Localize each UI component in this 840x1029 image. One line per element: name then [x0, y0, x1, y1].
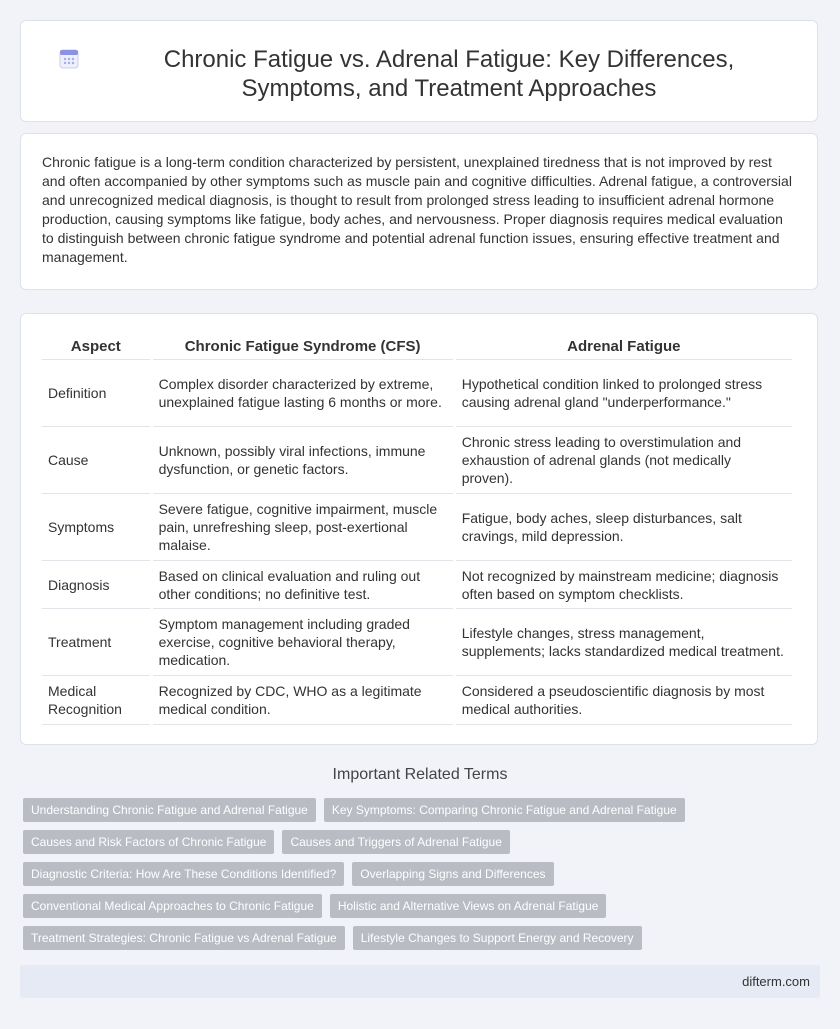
- related-term-tag[interactable]: Treatment Strategies: Chronic Fatigue vs Adrenal Fatigue: [23, 926, 345, 950]
- related-term-tag[interactable]: Conventional Medical Approaches to Chronic Fatigue: [23, 894, 322, 918]
- table-row: [42, 494, 792, 561]
- related-terms-heading: Important Related Terms: [332, 766, 508, 783]
- related-term-tag[interactable]: Diagnostic Criteria: How Are These Conditions Identified?: [23, 862, 344, 886]
- row-adrenal: Chronic stress leading to overstimulation and exhaustion of adrenal glands (not medically proven).: [456, 427, 792, 494]
- footer-site-link[interactable]: difterm.com: [742, 974, 810, 989]
- row-adrenal: Not recognized by mainstream medicine; diagnosis often based on symptom checklists.: [456, 561, 792, 609]
- related-term-tag[interactable]: Holistic and Alternative Views on Adrenal Fatigue: [330, 894, 607, 918]
- title-card: [20, 20, 818, 122]
- header-aspect: Aspect: [42, 333, 150, 360]
- calendar-icon: [59, 47, 79, 69]
- comparison-table: [39, 333, 795, 725]
- row-cfs: Symptom management including graded exercise, cognitive behavioral therapy, medication.: [153, 609, 453, 676]
- row-aspect: Medical Recognition: [42, 676, 150, 725]
- row-cfs: Complex disorder characterized by extreme, unexplained fatigue lasting 6 months or more.: [153, 360, 453, 427]
- row-cfs: Severe fatigue, cognitive impairment, muscle pain, unrefreshing sleep, post-exertional malaise.: [153, 494, 453, 561]
- intro-card: [20, 133, 818, 290]
- row-cfs: Unknown, possibly viral infections, immune dysfunction, or genetic factors.: [153, 427, 453, 494]
- related-term-tag[interactable]: Overlapping Signs and Differences: [352, 862, 553, 886]
- intro-paragraph: Chronic fatigue is a long-term condition characterized by persistent, unexplained tiredness that is not improved by rest and often accompanied by other symptoms such as muscle pain and cognitive difficulties. Adrenal fatigue, a controversial and unrecognized medical diagnosis, is thought to result from prolonged stress leading to insufficient adrenal hormone production, causing symptoms like fatigue, body aches, and nervousness. Proper diagnosis requires medical evaluation to distinguish between chronic fatigue syndrome and potential adrenal function issues, ensuring effective treatment and management.: [42, 154, 792, 265]
- row-adrenal: Hypothetical condition linked to prolonged stress causing adrenal gland "underperformance.": [456, 360, 792, 427]
- related-term-tag[interactable]: Understanding Chronic Fatigue and Adrenal Fatigue: [23, 798, 316, 822]
- footer: [20, 965, 820, 998]
- table-row: [42, 609, 792, 676]
- table-row: [42, 676, 792, 725]
- row-adrenal: Lifestyle changes, stress management, supplements; lacks standardized medical treatment.: [456, 609, 792, 676]
- row-adrenal: Fatigue, body aches, sleep disturbances, salt cravings, mild depression.: [456, 494, 792, 561]
- related-terms-list: [23, 798, 823, 958]
- header-cfs: Chronic Fatigue Syndrome (CFS): [153, 333, 453, 360]
- row-aspect: Cause: [42, 427, 150, 494]
- row-aspect: Symptoms: [42, 494, 150, 561]
- related-term-tag[interactable]: Causes and Triggers of Adrenal Fatigue: [282, 830, 509, 854]
- row-aspect: Treatment: [42, 609, 150, 676]
- page-title: Chronic Fatigue vs. Adrenal Fatigue: Key Differences, Symptoms, and Treatment Approaches: [163, 46, 735, 102]
- related-term-tag[interactable]: Key Symptoms: Comparing Chronic Fatigue and Adrenal Fatigue: [324, 798, 685, 822]
- table-row: [42, 360, 792, 427]
- table-header-row: [42, 333, 792, 360]
- header-adrenal: Adrenal Fatigue: [456, 333, 792, 360]
- comparison-card: [20, 313, 818, 745]
- row-aspect: Definition: [42, 360, 150, 427]
- row-cfs: Based on clinical evaluation and ruling out other conditions; no definitive test.: [153, 561, 453, 609]
- related-term-tag[interactable]: Lifestyle Changes to Support Energy and Recovery: [353, 926, 642, 950]
- row-aspect: Diagnosis: [42, 561, 150, 609]
- table-row: [42, 561, 792, 609]
- row-cfs: Recognized by CDC, WHO as a legitimate medical condition.: [153, 676, 453, 725]
- table-row: [42, 427, 792, 494]
- row-adrenal: Considered a pseudoscientific diagnosis by most medical authorities.: [456, 676, 792, 725]
- related-term-tag[interactable]: Causes and Risk Factors of Chronic Fatigue: [23, 830, 274, 854]
